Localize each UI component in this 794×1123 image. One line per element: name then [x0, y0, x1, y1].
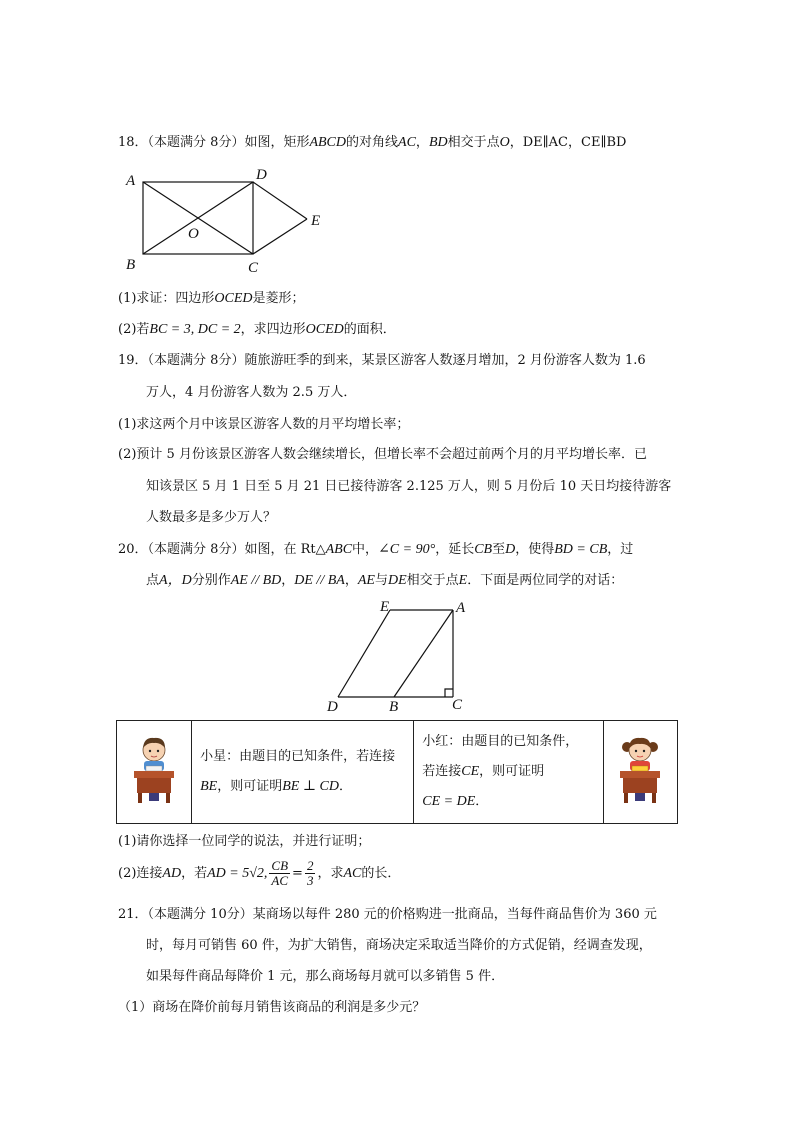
q20-part2: (2)连接AD，若AD = 5√2, $\frac{CB}{AC}$ = $\frac{2}{3}$ ，求AC的长． — [118, 858, 401, 888]
boy-student-icon — [124, 734, 184, 806]
segment-ce — [253, 219, 307, 254]
right-angle-mark — [445, 689, 453, 697]
label-a: A — [126, 173, 136, 189]
q21-line2: 时，每月可销售 60 件，为扩大销售，商场决定采取适当降价的方式促销，经调查发现， — [146, 938, 652, 953]
q20-stem-line1: 20．（本题满分 8分）如图，在 Rt△ABC中，∠C = 90°，延长CB至D，使得BD = CB，过 — [118, 542, 634, 557]
fraction-2-3: $\frac{2}{3}$ — [306, 858, 314, 888]
segment-ba — [394, 610, 453, 697]
q19-part1: (1)求这两个月中该景区游客人数的月平均增长率； — [118, 417, 410, 432]
label-e: E — [311, 213, 321, 229]
q19-line1: 19．（本题满分 8分）随旅游旺季的到来，某景区游客人数逐月增加，2 月份游客人数为 1.6 — [118, 353, 646, 368]
q19-line2: 万人，4 月份游客人数为 2.5 万人． — [146, 385, 357, 400]
girl-student-icon — [610, 734, 670, 806]
q18-rectangle-figure — [120, 166, 340, 276]
q19-part2-line2: 知该景区 5 月 1 日至 5 月 21 日已接待游客 2.125 万人，则 5 月份后 10 天日均接待游客 — [146, 479, 672, 494]
dialogue-table — [116, 720, 678, 824]
q21-line3: 如果每件商品每降价 1 元，那么商场每月就可以多销售 5 件． — [146, 969, 505, 984]
q18-part1: (1)求证：四边形OCED是菱形； — [118, 291, 305, 306]
boy-cell — [117, 721, 192, 824]
q21-line1: 21．（本题满分 10分）某商场以每件 280 元的价格购进一批商品，当每件商品售价为 360 元 — [118, 907, 657, 922]
q19-part2-line3: 人数最多是多少万人？ — [146, 510, 277, 525]
boy-speech: 小星：由题目的已知条件，若连接 BE，则可证明BE ⊥ CD． — [192, 721, 414, 824]
segment-de — [253, 182, 307, 219]
label-o: O — [188, 226, 199, 242]
q20-parallelogram-figure — [322, 598, 482, 714]
segment-de — [338, 610, 390, 697]
girl-cell — [603, 721, 677, 824]
label-b: B — [126, 257, 136, 273]
fraction-cb-ac: $\frac{CB}{AC}$ — [271, 858, 289, 888]
label-c: C — [248, 260, 259, 276]
q20-part1: (1)请你选择一位同学的说法，并进行证明； — [118, 834, 371, 849]
label-d: D — [327, 699, 338, 714]
label-c: C — [452, 697, 463, 713]
girl-speech: 小红：由题目的已知条件， 若连接CE，则可证明 CE = DE． — [414, 721, 604, 824]
label-b: B — [389, 699, 399, 714]
label-a: A — [456, 600, 466, 616]
q18-part2: (2)若BC = 3, DC = 2，求四边形OCED的面积． — [118, 322, 396, 337]
q18-stem: 18．（本题满分 8分）如图，矩形ABCD的对角线AC，BD相交于点O，DE∥AC，CE∥BD — [118, 135, 627, 150]
q19-part2-line1: (2)预计 5 月份该景区游客人数会继续增长，但增长率不会超过前两个月的月平均增长率．已 — [118, 447, 647, 462]
q21-part1: （1）商场在降价前每月销售该商品的利润是多少元？ — [118, 1000, 426, 1015]
label-e: E — [380, 599, 390, 615]
label-d: D — [256, 167, 267, 183]
q20-stem-line2: 点A，D分别作AE // BD，DE // BA，AE与DE相交于点E．下面是两位同学的对话： — [146, 573, 624, 588]
